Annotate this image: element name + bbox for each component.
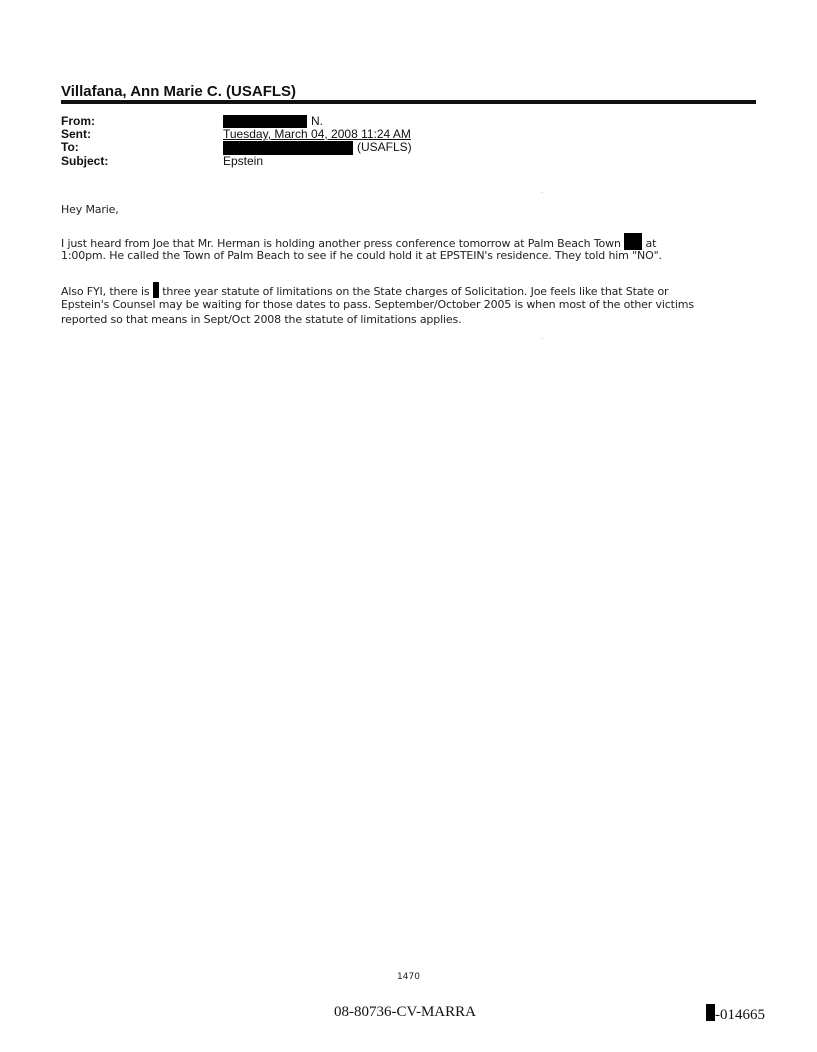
greeting: Hey Marie,	[61, 203, 119, 216]
para2-line1-text-b: three year statute of limitations on the State charges of Solicitation. Joe feels like that State or	[162, 285, 669, 298]
mailbox-owner-name: Villafana, Ann Marie C. (USAFLS)	[61, 83, 297, 100]
sent-label: Sent:	[61, 127, 91, 141]
subject-label: Subject:	[61, 154, 109, 168]
to-value: (USAFLS)	[357, 140, 412, 154]
redaction-bates-prefix	[706, 1004, 715, 1021]
para1-line1-text-b: at	[645, 237, 657, 250]
subject-value: Epstein	[223, 154, 264, 168]
para2-line1-text-a: Also FYI, there is	[61, 285, 150, 298]
para2-line2: Epstein's Counsel may be waiting for those dates to pass. September/October 2005 is when most of the other victims	[61, 298, 694, 311]
para1-line2: 1:00pm. He called the Town of Palm Beach to see if he could hold it at EPSTEIN's residence. They told him "NO".	[61, 249, 662, 262]
redaction-to	[223, 141, 353, 155]
to-label: To:	[61, 140, 79, 154]
scan-speck: .	[541, 188, 543, 195]
para1-line1-text-a: I just heard from Joe that Mr. Herman is holding another press conference tomorrow at Palm Beach Town	[61, 237, 621, 250]
bates-number	[706, 1004, 765, 1024]
redaction-para2	[153, 282, 159, 298]
from-value: N.	[311, 114, 323, 128]
sent-value: Tuesday, March 04, 2008 11:24 AM	[223, 127, 411, 141]
case-number: 08-80736-CV-MARRA	[334, 1004, 476, 1020]
para2-line3: reported so that means in Sept/Oct 2008 the statute of limitations applies.	[61, 313, 462, 326]
page-number: 1470	[397, 972, 420, 982]
from-label: From:	[61, 114, 95, 128]
bates-number-text: -014665	[715, 1007, 765, 1023]
scan-speck: .	[541, 334, 543, 341]
header-rule	[61, 100, 756, 104]
